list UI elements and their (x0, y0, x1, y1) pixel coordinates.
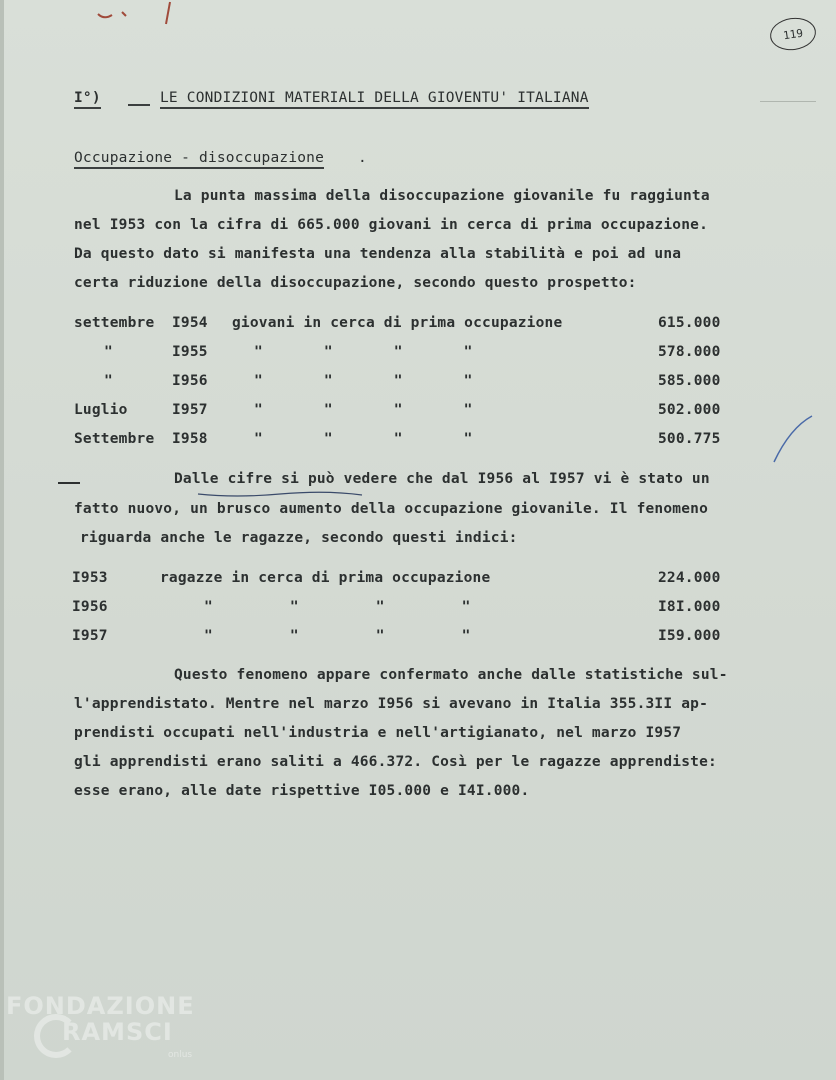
logo-text-onlus: onlus (168, 1050, 193, 1060)
pen-scribble-top (90, 0, 200, 30)
paragraph2-line1: Dalle cifre si può vedere che dal I956 al I957 vi è stato un (174, 471, 710, 487)
table1-row4-month: Luglio (74, 402, 128, 418)
table1-row1-year: I954 (172, 315, 208, 331)
paragraph1-line2: nel I953 con la cifra di 665.000 giovani in cerca di prima occupazione. (74, 217, 709, 233)
margin-dash-left (58, 482, 80, 484)
margin-dash-right (760, 101, 816, 102)
table2-row2-value: I8I.000 (658, 599, 721, 615)
paragraph3-line5: esse erano, alle date rispettive I05.000 e I4I.000. (74, 783, 530, 799)
table1-row1-desc: giovani in cerca di prima occupazione (232, 315, 563, 331)
paragraph3-line2: l'apprendistato. Mentre nel marzo I956 si avevano in Italia 355.3II ap- (74, 696, 709, 712)
table1-row2-year: I955 (172, 344, 208, 360)
table1-row2-month: " (104, 344, 113, 360)
table2-row2-desc: " " " " (204, 599, 471, 615)
pen-underline (196, 486, 366, 500)
pen-stroke-right (760, 412, 820, 472)
paragraph1-line4: certa riduzione della disoccupazione, secondo questo prospetto: (74, 275, 637, 291)
table2-row1-year: I953 (72, 570, 108, 586)
heading-underline-dash (128, 104, 150, 106)
archive-number: 119 (782, 26, 804, 42)
table1-row4-desc: " " " " (254, 402, 473, 418)
table2-row3-desc: " " " " (204, 628, 471, 644)
logo-text-gramsci: RAMSCI (62, 1018, 173, 1046)
table2-row3-year: I957 (72, 628, 108, 644)
table1-row5-desc: " " " " (254, 431, 473, 447)
paragraph1-line3: Da questo dato si manifesta una tendenza alla stabilità e poi ad una (74, 246, 682, 262)
paragraph2-line2: fatto nuovo, un brusco aumento della occupazione giovanile. Il fenomeno (74, 501, 709, 517)
table1-row1-month: settembre (74, 315, 155, 331)
table1-row3-year: I956 (172, 373, 208, 389)
table1-row3-desc: " " " " (254, 373, 473, 389)
table1-row1-value: 615.000 (658, 315, 721, 331)
paragraph2-line3: riguarda anche le ragazze, secondo questi indici: (80, 530, 518, 546)
paragraph3-line1: Questo fenomeno appare confermato anche dalle statistiche sul- (174, 667, 728, 683)
page-edge (0, 0, 4, 1080)
paragraph1-line1: La punta massima della disoccupazione giovanile fu raggiunta (174, 188, 710, 204)
table1-row3-month: " (104, 373, 113, 389)
table1-row5-year: I958 (172, 431, 208, 447)
heading-title: LE CONDIZIONI MATERIALI DELLA GIOVENTU' ITALIANA (160, 90, 589, 109)
table1-row2-value: 578.000 (658, 344, 721, 360)
table2-row2-year: I956 (72, 599, 108, 615)
table2-row1-value: 224.000 (658, 570, 721, 586)
table1-row4-value: 502.000 (658, 402, 721, 418)
archive-number-stamp (768, 15, 818, 53)
subheading: Occupazione - disoccupazione (74, 150, 324, 169)
subheading-dot: . (358, 150, 367, 166)
paragraph3-line4: gli apprendisti erano saliti a 466.372. Così per le ragazze apprendiste: (74, 754, 717, 770)
table1-row2-desc: " " " " (254, 344, 473, 360)
paragraph3-line3: prendisti occupati nell'industria e nell'artigianato, nel marzo I957 (74, 725, 682, 741)
table1-row5-month: Settembre (74, 431, 155, 447)
fondazione-gramsci-logo (4, 988, 214, 1073)
table1-row5-value: 500.775 (658, 431, 721, 447)
table2-row1-desc: ragazze in cerca di prima occupazione (160, 570, 491, 586)
table1-row3-value: 585.000 (658, 373, 721, 389)
logo-text-fondazione: FONDAZIONE (6, 992, 195, 1020)
table2-row3-value: I59.000 (658, 628, 721, 644)
heading-number: I°) (74, 90, 101, 109)
table1-row4-year: I957 (172, 402, 208, 418)
